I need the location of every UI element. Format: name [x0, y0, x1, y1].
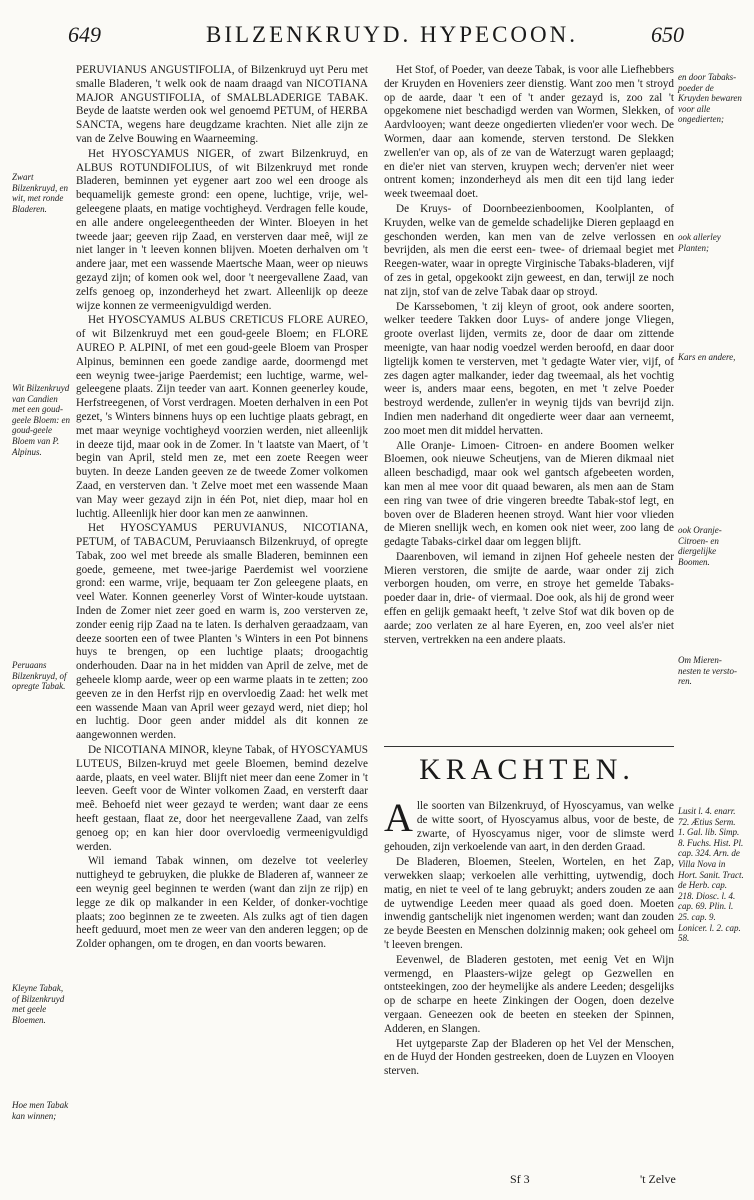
- paragraph-text: lle soorten van Bilzenkruyd, of Hyoscyamus, van welke de witte soort, of Hyoscyamus albus, voor de beste, de zwarte, of Hyoscyamus niger, voor de slimste werd gehouden, zijn verkoelende van aart, in den derden Graad.: [384, 800, 674, 854]
- margin-note: Om Mieren-nesten te versto-ren.: [678, 655, 737, 687]
- margin-note: Zwart Bilzenkruyd, en wit, met ronde Bladeren.: [12, 172, 68, 214]
- page-number-left: 649: [68, 22, 101, 47]
- catchword: 't Zelve: [640, 1172, 676, 1186]
- left-column: [76, 64, 368, 953]
- margin-note: Kleyne Tabak, of Bilzenkruyd met geele Bloemen.: [12, 983, 65, 1025]
- paragraph: Het Stof, of Poeder, van deeze Tabak, is voor alle Liefhebbers der Kruyden en Hoveniers zeer dienstig. Want zoo men 't stroyd op de aarde, daar 't een of 't ander gezayd is, zoo zal 't opgekomene niet beschadigd werden van Wormen, Slekken, of Aardvlooyen; want deeze ongedierten vlieden'er voor wech. De Wormen, daar aan komende, sterven terstond. De Slekken zwellen'er van op, als of ze van de Waterzugt waren geplaagd; en die'er niet van sterven, kruypen wech; derven'er niet weer ontrent komen; inzonderheyd als men dit een tijd lang ieder week tweemaal doet.: [384, 64, 674, 201]
- margin-note: ook allerley Planten;: [678, 232, 721, 253]
- paragraph: Wil iemand Tabak winnen, om dezelve tot veelerley nuttigheyd te gebruyken, die plukke de Bladeren af, wanneer ze een weynig geel beginnen te werden (want dan zijn ze rijp) en legge ze dik op malkander in een Kelder, of donker-vochtige plaats; zoo beginnen ze te zweeten. Als zulks agt of tien dagen heeft geduurd, moet men ze weer van den anderen leggen; op de Zolder ophangen, om te drogen, en dan voorts bewaren.: [76, 855, 368, 951]
- paragraph: Alle Oranje- Limoen- Citroen- en andere Boomen welker Bloemen, ook nieuwe Scheutjens, van de Mieren dikmaal niet alleen beschadigd, maar ook wel gantsch afgebeeten worden, kan men al mee voor dit quaad bewaren, als men aan de Stam een ring van twee of drie vingeren breedte Tabak-stof legt, en boven over de Bladeren heenen stroyd. Want hier voor vlieden de Mieren snellijk wech, en komen ook niet weer, zoo lang de gedagte Tabaks-cirkel daar om leggen blijft.: [384, 439, 674, 549]
- running-header: [60, 22, 724, 48]
- section-rule: [384, 746, 674, 747]
- margin-note: Wit Bilzenkruyd van Candien met een goud-geele Bloem: en goud-geele Bloem van P. Alpinus.: [12, 383, 70, 457]
- paragraph: Het uytgeparste Zap der Bladeren op het Vel der Menschen, en de Huyd der Honden gestreeken, doen de Luyzen en Vlooyen sterven.: [384, 1037, 674, 1078]
- margin-note: Peruaans Bilzenkruyd, of opregte Tabak.: [12, 660, 67, 692]
- section-heading: KRACHTEN.: [419, 753, 635, 786]
- paragraph: Het HYOSCYAMUS ALBUS CRETICUS FLORE AUREO, of wit Bilzenkruyd met een goud-geele Bloem; en FLORE AUREO P. ALPINI, of met een goud-geele Bloem van Prosper Alpinus, beminnen een goede zandige aarde, doormengd met een weynig twee-jarige Paerdemist; een luchtige, warme, wel-geleegene plaats. Zijn teeder van aart. Konnen geenerley koude, Herfstreegenen, of Vorst verdragen. Moeten derhalven in een Pot gezet, 's Winters binnens huys op een luchtige plaats gebragt, en met maar weynige vochtigheyd voorzien werden, niet alleenlijk in deeze tijd, maar ook in de Zomer. In 't laatste van Maert, of 't begin van April, steld men ze, met een zoete Reegen weer buyten. In deeze Landen geeven ze de tweede Zomer volkomen Zaad, en versterven dan. 't Zelve moet met een wassende Maan van May weer gezayd zijn in één Pot, niet diep, maar hol en luchtig. Alleenlijk hier door kan men ze aanwinnen.: [76, 314, 368, 520]
- drop-cap: A: [384, 795, 413, 840]
- paragraph: [384, 795, 674, 855]
- paragraph: De Kruys- of Doornbeezienboomen, Koolplanten, of Kruyden, welke van de gemelde schadelijke Dieren geplaagd en geschonden werden, kan men van de zelve verlossen en bevrijden, als men die eerst een- twee- of driemaal begiet met Reegen-water, waar in opregte Virginische Tabaks-bladeren, vijf of zes in getal, opgekookt zijn geweest, en dan, terwijl ze noch nat zijn, stof van de zelve Tabak daar op stroyd.: [384, 202, 674, 298]
- paragraph: Het HYOSCYAMUS PERUVIANUS, NICOTIANA, PETUM, of TABACUM, Peruviaansch Bilzenkruyd, of opregte Tabak, zoo wel met breede als smalle Bladeren, beminnen een goede, gemeene, met twee-jarige Paerdemist wel voorziene grond: een warme, vrije, bequaam ter Zon geleegene plaats, en veel Water. Konnen geenerley Vorst of Winter-koude uytstaan. Inden de Zomer niet zeer goed en warm is, zoo versterven ze, zonder eenig rijp Zaad na te laten. Is derhalven geraadzaam, van deeze soorten een of twee Planten 's Winters in een Pot binnens huys te brengen, op een luchtige plaats; droogachtig onderhouden. Daar na in het midden van April de zelve, met de geheele klomp aarde, weer op een warme plaats in te zetten; zoo geeven ze in den Herfst rijp en overvloedig Zaad: het welk met een wassende Maan van April weer gezayd werd, niet diep; hol en luchtig. Door geen ander middel als dit konnen ze aangewonnen werden.: [76, 522, 368, 742]
- margin-note: en door Tabaks-poeder de Kruyden bewaren voor alle ongedierten;: [678, 72, 742, 125]
- page-number-right: 650: [651, 22, 684, 47]
- right-column: [384, 64, 674, 648]
- margin-note: Hoe men Tabak kan winnen;: [12, 1100, 69, 1121]
- margin-references: Lusit l. 4. enarr. 72. Ætius Serm. 1. Gal. lib. Simp. 8. Fuchs. Hist. Pl. cap. 324. Arn. de Villa Nova in Hort. Sanit. Tract. de Herb. cap. 218. Diosc. l. 4. cap. 69. Plin. l. 25. cap. 9. Lonicer. l. 2. cap. 58.: [678, 806, 744, 944]
- margin-note: Kars en andere,: [678, 352, 736, 362]
- running-title: BILZENKRUYD. HYPECOON.: [205, 22, 579, 47]
- signature-mark: Sf 3: [510, 1172, 530, 1186]
- paragraph: Eevenwel, de Bladeren gestoten, met eenig Vet en Wijn vermengd, en Plaasters-wijze gelegt op Gezwellen en ontsteekingen, zoo der heymelijke als andere Leeden; desgelijks op de scharpe en heete Zinkingen der Oogen, doen dezelve vergaan. Geneezen ook de beeten en steeken der Spinnen, Adderen, en Slangen.: [384, 953, 674, 1035]
- paragraph: Het HYOSCYAMUS NIGER, of zwart Bilzenkruyd, en ALBUS ROTUNDIFOLIUS, of wit Bilzenkruyd met ronde Bladeren, beminnen yet eygener aart zoo wel een drooge als bequamelijk gemeste grond: een opene, luchtige, vrije, wel-geleegene plaats, en matige vochtigheyd. Verdragen felle koude, en alle andere ongeleegentheeden der Winter. Bloeyen in het tweede jaar; geeven rijp Zaad, en versterven daar meê, wijl ze niet langer in 't leeven konnen blijven. Moeten derhalven om 't andere jaar, met een wassende Maertsche Maan, weer op nieuws gezayd zijn; of komen ook wel, door 't neergevallene Zaad, van zelfs genoeg op, inzonderheyd het zwart. Alleenlijk op deeze wijze konnen ze vermeenigvuldigd werden.: [76, 147, 368, 312]
- paragraph: Daarenboven, wil iemand in zijnen Hof geheele nesten der Mieren verstoren, die smijte de aarde, waar onder zij zich verborgen houden, om verre, en stroye het gemelde Tabaks-poeder daar in, drie- of viermaal. Doe ook, als hij de grond weer effen en gelijk gemaakt heeft, 't zelve Stof wat dik boven op de aarde; zoo verlaten ze al hare Eyeren, en, zoo veel als'er niet sterven, vertrekken na een andere plaats.: [384, 550, 674, 646]
- paragraph: De NICOTIANA MINOR, kleyne Tabak, of HYOSCYAMUS LUTEUS, Bilzen-kruyd met geele Bloemen, bemind dezelve aarde, plaats, en veel water. Blijft niet meer dan eene Zomer in 't leeven. Geeft voor de Winter volkomen Zaad, en versterft daar meê. Behoefd niet weer gezayd te werden; want daar ze eens heeft gestaan, flaat ze, door het neergevallene Zaad, van zelfs genoeg op; en kan hier door overvloedig vermeenigvuldigd werden.: [76, 744, 368, 853]
- paragraph: De Bladeren, Bloemen, Steelen, Wortelen, en het Zap, verwekken slaap; verkoelen alle verhitting, uytwendig, doch matig, en niet te veel of te lang gebruykt; anders zouden ze aan de uytwendige Leeden meer quaad als goed doen. Moeten inwendig gantschelijk niet ingenomen werden; want dan zouden ze beyde Beesten en Menschen dolzinnig maken; ook geheel om 't leeven brengen.: [384, 856, 674, 951]
- krachten-text: [384, 795, 674, 1080]
- paragraph: PERUVIANUS ANGUSTIFOLIA, of Bilzenkruyd uyt Peru met smalle Bladeren, 't welk ook de naam draagd van NICOTIANA MAJOR ANGUSTIFOLIA, of SMALBLADERIGE TABAK. Beyde de laatste werden ook wel genoemd PETUM, of HERBA SANCTA, wegens hare deugdzame krachten. Niet alle zijn ze van de Zelve Bouwing en Waarneeming.: [76, 64, 368, 145]
- margin-note: ook Oranje- Citroen- en diergelijke Boomen.: [678, 525, 722, 567]
- paragraph: De Karssebomen, 't zij kleyn of groot, ook andere soorten, welker teedere Takken door Luys- of andere jonge Vliegen, groote overlast lijden, vermits ze, door de daar om zittende meenigte, van haar nodig voedzel werden beroofd, en daar door ligtelijk komen te versterven, met 't gedagte Water vier, vijf, of zes dagen agter malkander, ieder dag tweemaal, als het vochtig weer is, anders maar eens, begoten, en met 't zelve Poeder bestroyd werdende, zullen'er in weynig tijds van bevrijd zijn. Indien men naderhand dit ongedierte weer daar aan verneemt, zoo moet men dit middel hervatten.: [384, 300, 674, 437]
